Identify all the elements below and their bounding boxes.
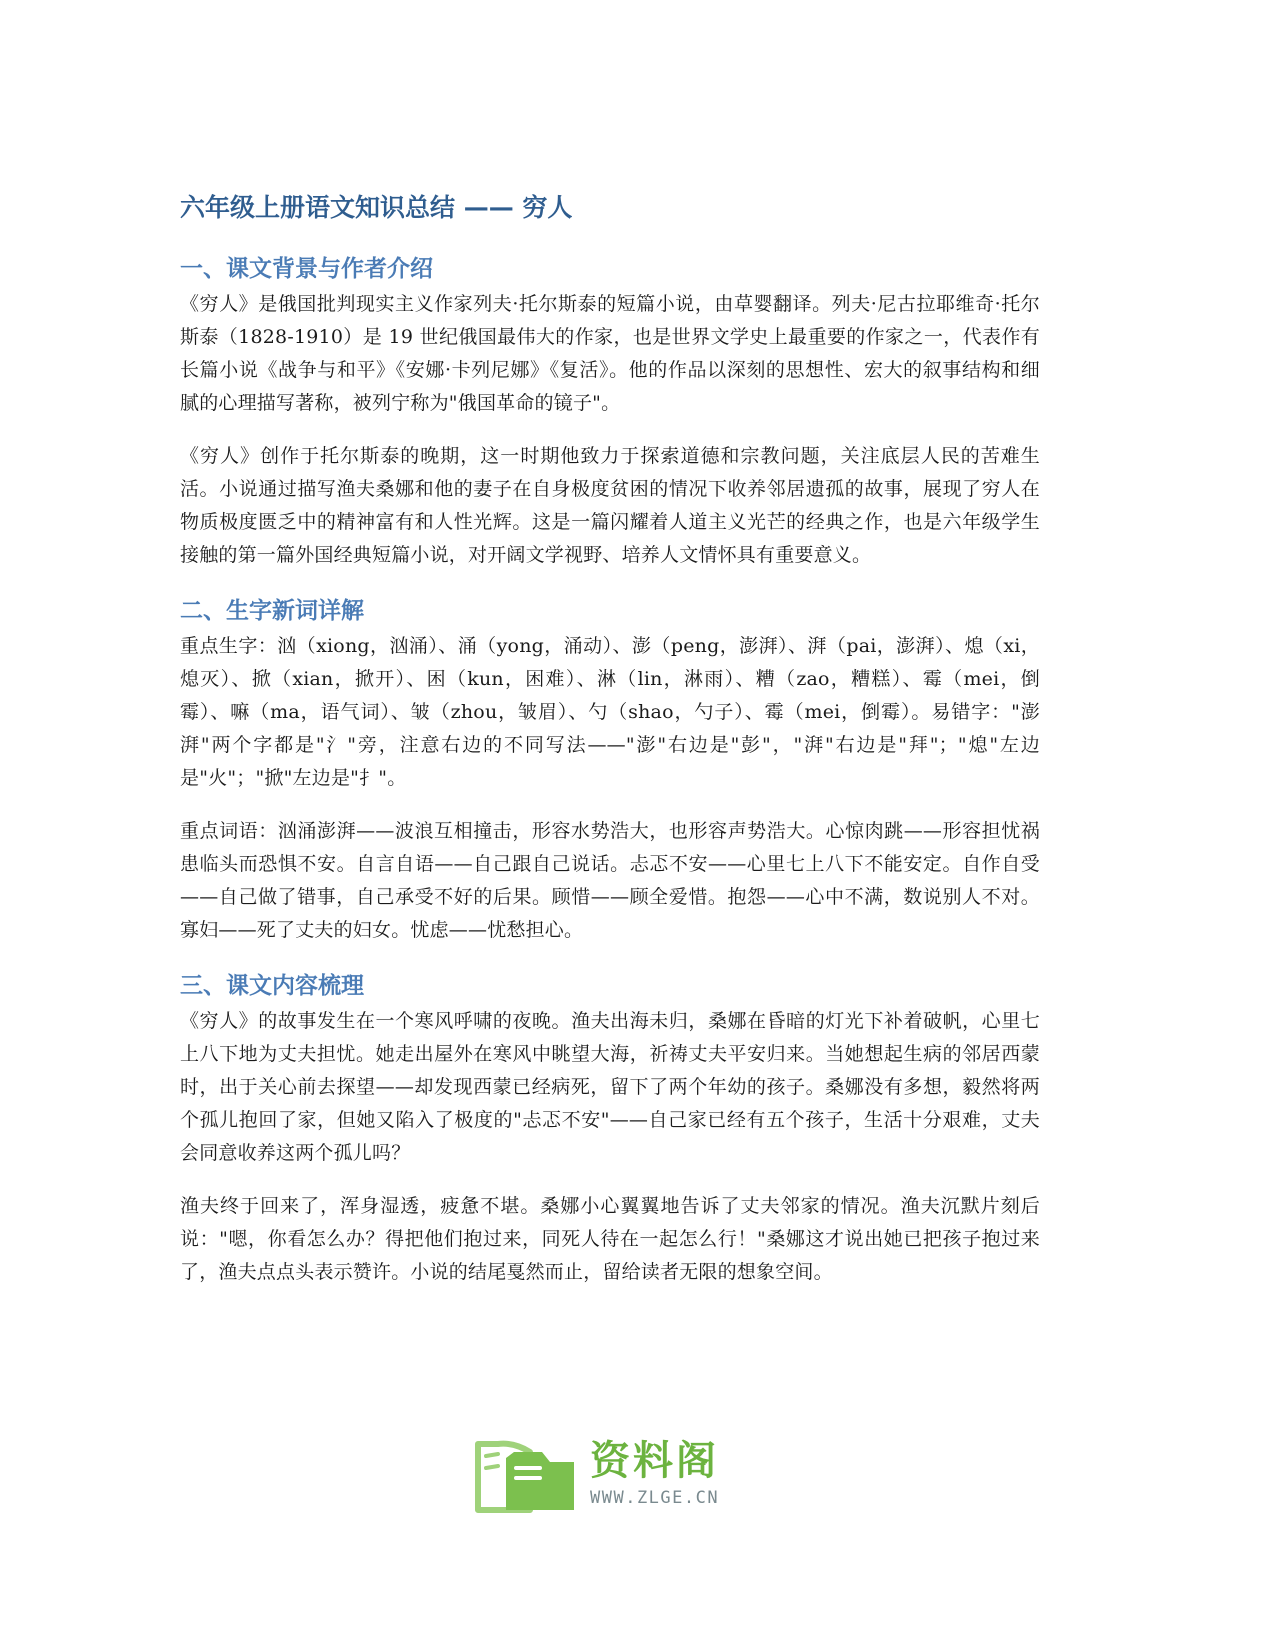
section-vocabulary bbox=[180, 594, 1040, 947]
paragraph: 渔夫终于回来了，浑身湿透，疲惫不堪。桑娜小心翼翼地告诉了丈夫邻家的情况。渔夫沉默片刻后说："嗯，你看怎么办？得把他们抱过来，同死人待在一起怎么行！"桑娜这才说出她已把孩子抱过来了，渔夫点点头表示赞许。小说的结尾戛然而止，留给读者无限的想象空间。 bbox=[180, 1195, 1040, 1283]
section-background bbox=[180, 252, 1040, 572]
book-folder-icon bbox=[470, 1432, 582, 1518]
watermark-name: 资料阁 bbox=[590, 1438, 719, 1484]
section-heading: 二、生字新词详解 bbox=[180, 598, 364, 624]
section-heading: 一、课文背景与作者介绍 bbox=[180, 256, 433, 282]
document-title: 六年级上册语文知识总结 —— 穷人 bbox=[180, 193, 573, 222]
section-heading: 三、课文内容梳理 bbox=[180, 973, 364, 999]
document-page bbox=[180, 190, 1040, 1309]
watermark-logo bbox=[470, 1432, 770, 1522]
paragraph: 《穷人》创作于托尔斯泰的晚期，这一时期他致力于探索道德和宗教问题，关注底层人民的苦难生活。小说通过描写渔夫桑娜和他的妻子在自身极度贫困的情况下收养邻居遗孤的故事，展现了穷人在物质极度匮乏中的精神富有和人性光辉。这是一篇闪耀着人道主义光芒的经典之作，也是六年级学生接触的第一篇外国经典短篇小说，对开阔文学视野、培养人文情怀具有重要意义。 bbox=[180, 445, 1040, 566]
paragraph: 《穷人》是俄国批判现实主义作家列夫·托尔斯泰的短篇小说，由草婴翻译。列夫·尼古拉耶维奇·托尔斯泰（1828-1910）是 19 世纪俄国最伟大的作家，也是世界文学史上最重要的作家之一，代表作有长篇小说《战争与和平》《安娜·卡列尼娜》《复活》。他的作品以深刻的思想性、宏大的叙事结构和细腻的心理描写著称，被列宁称为"俄国革命的镜子"。 bbox=[180, 293, 1040, 414]
watermark-url: WWW.ZLGE.CN bbox=[590, 1488, 720, 1508]
paragraph: 重点词语：汹涌澎湃——波浪互相撞击，形容水势浩大，也形容声势浩大。心惊肉跳——形容担忧祸患临头而恐惧不安。自言自语——自己跟自己说话。忐忑不安——心里七上八下不能安定。自作自受——自己做了错事，自己承受不好的后果。顾惜——顾全爱惜。抱怨——心中不满，数说别人不对。寡妇——死了丈夫的妇女。忧虑——忧愁担心。 bbox=[180, 820, 1040, 941]
section-content bbox=[180, 969, 1040, 1289]
paragraph: 《穷人》的故事发生在一个寒风呼啸的夜晚。渔夫出海未归，桑娜在昏暗的灯光下补着破帆，心里七上八下地为丈夫担忧。她走出屋外在寒风中眺望大海，祈祷丈夫平安归来。当她想起生病的邻居西蒙时，出于关心前去探望——却发现西蒙已经病死，留下了两个年幼的孩子。桑娜没有多想，毅然将两个孤儿抱回了家，但她又陷入了极度的"忐忑不安"——自己家已经有五个孩子，生活十分艰难，丈夫会同意收养这两个孤儿吗？ bbox=[180, 1010, 1040, 1164]
paragraph: 重点生字：汹（xiong，汹涌）、涌（yong，涌动）、澎（peng，澎湃）、湃（pai，澎湃）、熄（xi，熄灭）、掀（xian，掀开）、困（kun，困难）、淋（lin，淋雨）、糟（zao，糟糕）、霉（mei，倒霉）、嘛（ma，语气词）、皱（zhou，皱眉）、勺（shao，勺子）、霉（mei，倒霉）。易错字："澎湃"两个字都是"氵"旁，注意右边的不同写法——"澎"右边是"彭"，"湃"右边是"拜"；"熄"左边是"火"；"掀"左边是"扌"。 bbox=[180, 635, 1040, 789]
